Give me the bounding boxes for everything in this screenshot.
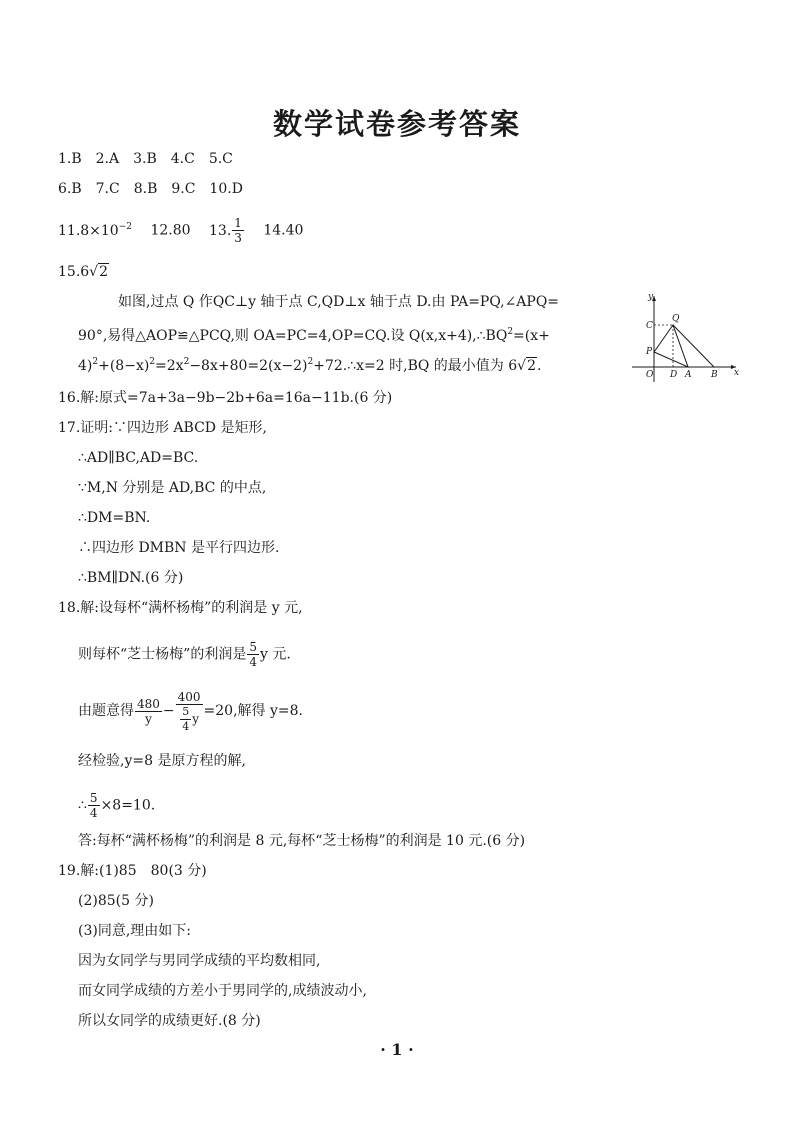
triangle-apq	[654, 325, 688, 367]
q15-explanation-line-2: 90°,易得△AOP≌△PCQ,则 OA=PC=4,OP=CQ.设 $Q(x,x+4),\therefore BQ^2=(x+$	[78, 327, 550, 344]
q16-answer: 16.解:原式=7a+3a−9b−2b+6a=16a−11b.(6 分)	[58, 390, 393, 406]
q11-answer: $11.8\times 10^{-2}$	[58, 221, 132, 239]
q17-line-5: ∴四边形 DMBN 是平行四边形.	[78, 540, 280, 556]
q17-line-6: ∴BM∥DN.(6 分)	[78, 570, 184, 586]
q18-line-5: ∴ $\frac{5}{4}$ ×8=10.	[78, 791, 156, 820]
geometry-figure	[632, 288, 740, 384]
q19-line-3: (3)同意,理由如下:	[78, 923, 191, 939]
q18-line-6: 答:每杯“满杯杨梅”的利润是 8 元,每杯“芝士杨梅”的利润是 10 元.(6 分)	[78, 833, 526, 849]
fraction: $\frac{5}{4}$	[182, 705, 190, 733]
q18-line-2: 则每杯“芝士杨梅”的利润是 $\frac{5}{4}$ y 元.	[78, 640, 291, 669]
q19-line-1: 19.解:(1)85 80(3 分)	[58, 863, 207, 879]
label-d: D	[670, 370, 678, 380]
answers-row-1: 1.B 2.A 3.B 4.C 5.C	[58, 151, 233, 167]
q13-answer: 13. $\frac{1}{3}$	[209, 216, 242, 245]
label-o: O	[646, 370, 654, 380]
fraction: $\frac{5}{4}$	[249, 640, 257, 669]
q17-line-4: ∴DM=BN.	[78, 510, 151, 526]
q15-answer: 15.6√2	[58, 264, 109, 280]
fraction: 400 $\frac{5}{4}$ y	[177, 690, 201, 733]
segment-bq	[673, 325, 714, 367]
q18-line-1: 18.解:设每杯“满杯杨梅”的利润是 y 元,	[58, 600, 303, 616]
sqrt-expression: √2	[517, 358, 536, 374]
sqrt-expression: √2	[89, 264, 109, 280]
label-y: y	[648, 292, 654, 302]
label-b: B	[711, 370, 718, 380]
q17-line-3: ∵M,N 分别是 AD,BC 的中点,	[78, 480, 267, 496]
page-number: · 1 ·	[380, 1040, 414, 1059]
label-a: A	[685, 370, 692, 380]
q18-line-4: 经检验,y=8 是原方程的解,	[78, 753, 246, 769]
q14-answer: 14.40	[263, 222, 304, 239]
q15-explanation-line-3: $4)^2+(8-x)^2=2x^2-8x+80=2(x-2)^2+72.\therefore x=2$ 时,BQ 的最小值为 6√2.	[78, 357, 542, 374]
q19-line-2: (2)85(5 分)	[78, 893, 154, 909]
q12-answer: 12.80	[150, 222, 191, 239]
q17-line-2: ∴AD∥BC,AD=BC.	[78, 450, 199, 466]
label-q: Q	[672, 314, 680, 324]
fraction: $\frac{5}{4}$	[89, 791, 98, 820]
answers-row-3	[58, 216, 303, 245]
q19-line-6: 所以女同学的成绩更好.(8 分)	[78, 1013, 261, 1029]
label-c: C	[646, 321, 653, 331]
q15-explanation-line-1: 如图,过点 Q 作QC⊥y 轴于点 C,QD⊥x 轴于点 D.由 PA=PQ,∠APQ=	[118, 294, 560, 310]
label-x: x	[734, 368, 740, 378]
label-p: P	[646, 347, 653, 357]
answers-row-2: 6.B 7.C 8.B 9.C 10.D	[58, 181, 243, 197]
q19-line-4: 因为女同学与男同学成绩的平均数相同,	[78, 953, 321, 969]
page-title: 数学试卷参考答案	[272, 107, 521, 141]
fraction: $\frac{1}{3}$	[234, 216, 242, 245]
q18-line-3: 由题意得 $\frac{480}{y}$ − 400 $\frac{5}{4}$ y =20,解得 y=8.	[78, 690, 303, 733]
fraction: $\frac{480}{y}$	[137, 696, 160, 726]
q19-line-5: 而女同学成绩的方差小于男同学的,成绩波动小,	[78, 983, 367, 999]
q17-line-1: 17.证明:∵四边形 ABCD 是矩形,	[58, 420, 267, 436]
